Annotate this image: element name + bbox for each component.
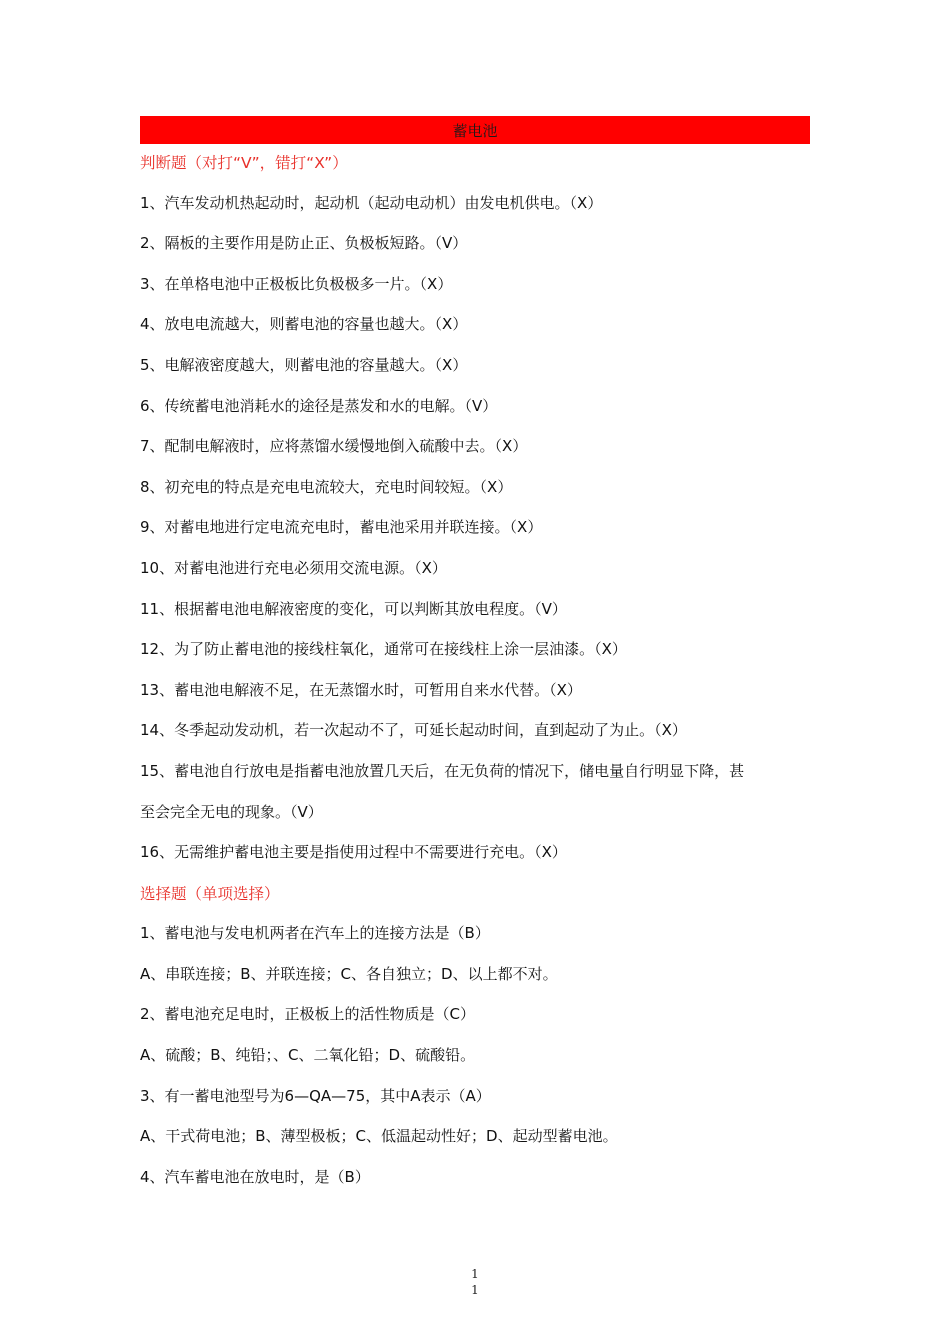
judgement-item: 14、冬季起动发动机，若一次起动不了，可延长起动时间，直到起动了为止。（X） [140,721,687,740]
page-footer [0,1266,950,1298]
document-body [140,150,820,1205]
judgement-item: 8、初充电的特点是充电电流较大，充电时间较短。（X） [140,477,513,496]
judgement-item: 1、汽车发动机热起动时，起动机（起动电动机）由发电机供电。（X） [140,193,603,212]
judgement-item: 5、电解液密度越大，则蓄电池的容量越大。（X） [140,355,468,374]
judgement-item: 7、配制电解液时，应将蒸馏水缓慢地倒入硫酸中去。（X） [140,437,528,456]
judgement-item: 13、蓄电池电解液不足，在无蒸馏水时，可暂用自来水代替。（X） [140,680,582,699]
judgement-item: 16、无需维护蓄电池主要是指使用过程中不需要进行充电。（X） [140,843,567,862]
page-number: 1 [471,1267,479,1281]
judgement-item: 11、根据蓄电池电解液密度的变化，可以判断其放电程度。（V） [140,599,567,618]
judgement-item: 9、对蓄电地进行定电流充电时，蓄电池采用并联连接。（X） [140,518,543,537]
choice-heading: 选择题（单项选择） [140,884,280,903]
choice-options: A、硫酸；B、纯铅；、C、二氧化铅；D、硫酸铅。 [140,1046,476,1065]
judgement-item: 15、蓄电池自行放电是指蓄电池放置几天后，在无负荷的情况下，储电量自行明显下降，甚 [140,761,745,780]
judgement-item: 6、传统蓄电池消耗水的途径是蒸发和水的电解。（V） [140,396,498,415]
judgement-heading: 判断题（对打“V”，错打“X”） [140,154,348,172]
page-total: 1 [471,1283,479,1297]
choice-options: A、干式荷电池；B、薄型极板；C、低温起动性好；D、起动型蓄电池。 [140,1127,618,1146]
choice-question: 2、蓄电池充足电时，正极板上的活性物质是（C） [140,1005,476,1024]
choice-question: 3、有一蓄电池型号为6—QA—75，其中A表示（A） [140,1086,491,1105]
judgement-item: 3、在单格电池中正极板比负极极多一片。（X） [140,274,453,293]
choice-question: 4、汽车蓄电池在放电时，是（B） [140,1167,370,1186]
choice-question: 1、蓄电池与发电机两者在汽车上的连接方法是（B） [140,924,490,943]
judgement-item: 4、放电电流越大，则蓄电池的容量也越大。（X） [140,315,468,334]
choice-options: A、串联连接；B、并联连接；C、各自独立；D、以上都不对。 [140,964,558,983]
section-title-banner [140,116,810,144]
judgement-item: 2、隔板的主要作用是防止正、负极板短路。（V） [140,234,468,253]
judgement-item: 12、为了防止蓄电池的接线柱氧化，通常可在接线柱上涂一层油漆。（X） [140,640,627,659]
section-title: 蓄电池 [452,122,498,140]
judgement-item: 10、对蓄电池进行充电必须用交流电源。（X） [140,558,447,577]
judgement-item-continuation: 至会完全无电的现象。（V） [140,802,323,821]
